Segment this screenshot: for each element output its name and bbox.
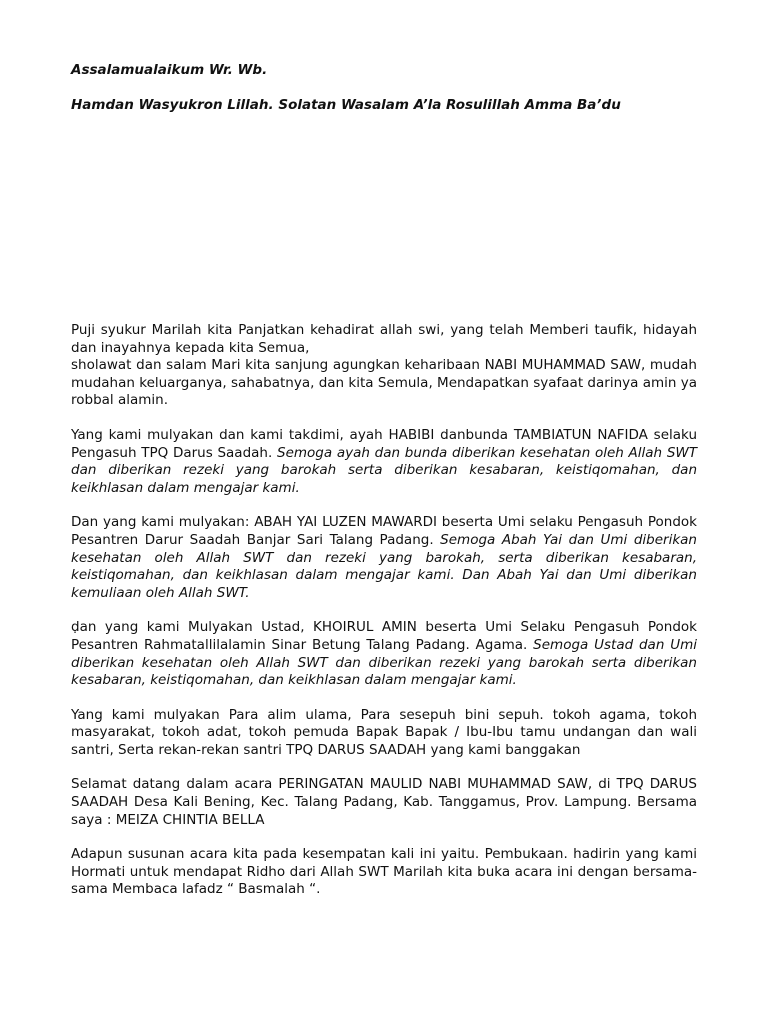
paragraph-greeting-abah xyxy=(71,514,697,602)
paragraph-sholawat xyxy=(71,357,697,410)
paragraph-text: Puji syukur Marilah kita Panjatkan kehadirat allah swi, yang telah Memberi taufik, hidayah dan inayahnya kepada kita Semua, xyxy=(71,322,697,356)
paragraph-opening-event xyxy=(71,846,697,899)
paragraph-praise xyxy=(71,322,697,357)
paragraph-text: Adapun susunan acara kita pada kesempatan kali ini yaitu. Pembukaan. hadirin yang kami Hormati untuk mendapat Ridho dari Allah SWT Marilah kita buka acara ini dengan bersama-sama Membaca lafadz “ Basmalah “. xyxy=(71,846,697,898)
paragraph-prayer: Semoga Abah Yai dan Umi diberikan kesehatan oleh Allah SWT dan rezeki yang barokah, serta diberikan kesabaran, keistiqomahan, dan keikhlasan dalam mengajar kami. Dan Abah Yai dan Umi diberikan kemuliaan oleh Allah SWT. xyxy=(71,531,697,601)
paragraph-text: Selamat datang dalam acara PERINGATAN MAULID NABI MUHAMMAD SAW, di TPQ DARUS SAADAH Desa Kali Bening, Kec. Talang Padang, Kab. Tanggamus, Prov. Lampung. Bersama saya : MEIZA CHINTIA BELLA xyxy=(71,776,697,828)
paragraph-text: Yang kami mulyakan Para alim ulama, Para sesepuh bini sepuh. tokoh agama, tokoh masyarakat, tokoh adat, tokoh pemuda Bapak Bapak / Ibu-Ibu tamu undangan dan wali santri, Serta rekan-rekan santri TPQ DARUS SAADAH yang kami banggakan xyxy=(71,706,697,758)
paragraph-greeting-guests xyxy=(71,707,697,760)
paragraph-greeting-ustad xyxy=(71,619,697,689)
paragraph-prayer: Semoga ayah dan bunda diberikan kesehatan oleh Allah SWT dan diberikan rezeki yang barokah serta diberikan kesabaran, keistiqomahan, dan keikhlasan dalam mengajar kami. xyxy=(71,444,697,496)
greeting-heading: Assalamualaikum Wr. Wb. xyxy=(71,62,268,78)
paragraph-text: Dan yang kami mulyakan: ABAH YAI LUZEN MAWARDI beserta Umi selaku Pengasuh Pondok Pesantren Darur Saadah Banjar Sari Talang Padang. xyxy=(71,514,697,548)
paragraph-text: ḍan yang kami Mulyakan Ustad, KHOIRUL AMIN beserta Umi Selaku Pengasuh Pondok Pesantren Rahmatallilalamin Sinar Betung Talang Padang. Agama. xyxy=(71,619,697,653)
paragraph-greeting-parents xyxy=(71,427,697,497)
paragraph-welcome xyxy=(71,776,697,829)
paragraph-text: sholawat dan salam Mari kita sanjung agungkan keharibaan NABI MUHAMMAD SAW, mudah mudahan keluarganya, sahabatnya, dan kita Semula, Mendapatkan syafaat darinya amin ya robbal alamin. xyxy=(71,357,697,409)
paragraph-text: Yang kami mulyakan dan kami takdimi, ayah HABIBI danbunda TAMBIATUN NAFIDA selaku Pengasuh TPQ Darus Saadah. xyxy=(71,426,697,461)
opening-heading: Hamdan Wasyukron Lillah. Solatan Wasalam A’la Rosulillah Amma Ba’du xyxy=(71,97,621,113)
paragraph-prayer: Semoga Ustad dan Umi diberikan kesehatan oleh Allah SWT dan diberikan rezeki yang barokah serta diberikan kesabaran, keistiqomahan, dan keikhlasan dalam mengajar kami. xyxy=(71,636,697,689)
document-body xyxy=(71,322,697,916)
